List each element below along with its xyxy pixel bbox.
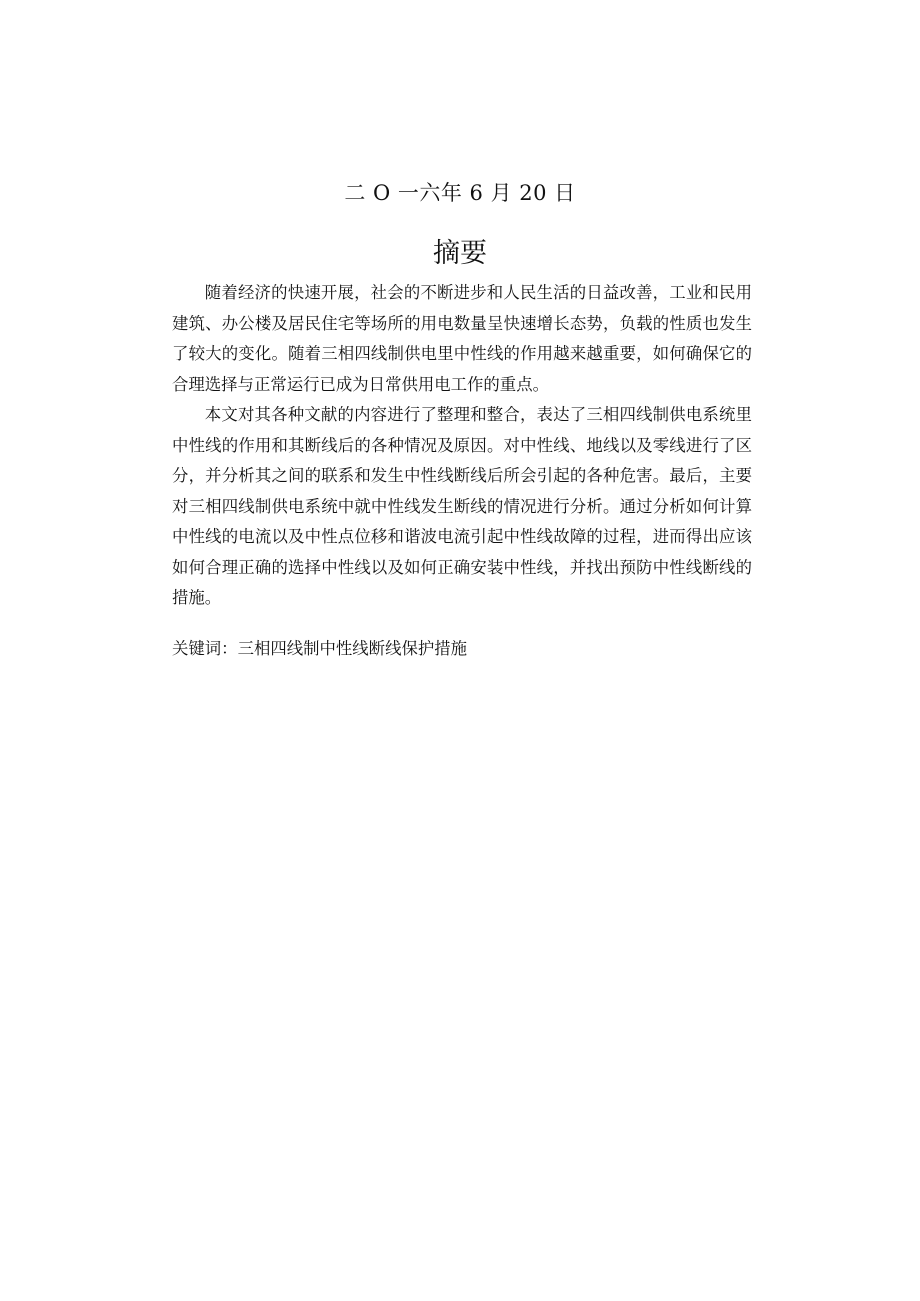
paragraph-text: 本文对其各种文献的内容进行了整理和整合，表达了三相四线制供电系统里中性线的作用和其断线后的各种情况及原因。对中性线、地线以及零线进行了区分，并分析其之间的联系和发生中性线断线后所会引起的各种危害。最后，主要对三相四线制供电系统中就中性线发生断线的情况进行分析。通过分析如何计算中性线的电流以及中性点位移和谐波电流引起中性线故障的过程，进而得出应该如何合理正确的选择中性线以及如何正确安装中性线，并找出预防中性线断线的措施。 bbox=[172, 405, 752, 607]
abstract-title: 摘要 bbox=[433, 238, 487, 269]
paragraph-text: 随着经济的快速开展，社会的不断进步和人民生活的日益改善，工业和民用建筑、办公楼及居民住宅等场所的用电数量呈快速增长态势，负载的性质也发生了较大的变化。随着三相四线制供电里中性线的作用越来越重要，如何确保它的合理选择与正常运行已成为日常供用电工作的重点。 bbox=[172, 283, 752, 394]
abstract-paragraph-1 bbox=[172, 278, 752, 400]
abstract-paragraph-2 bbox=[172, 400, 752, 614]
keywords-value: 三相四线制中性线断线保护措施 bbox=[237, 639, 468, 658]
document-date: 二 O 一六年 6 月 20 日 bbox=[344, 181, 576, 205]
keywords-line bbox=[172, 635, 752, 663]
keywords-label: 关键词： bbox=[172, 639, 238, 658]
